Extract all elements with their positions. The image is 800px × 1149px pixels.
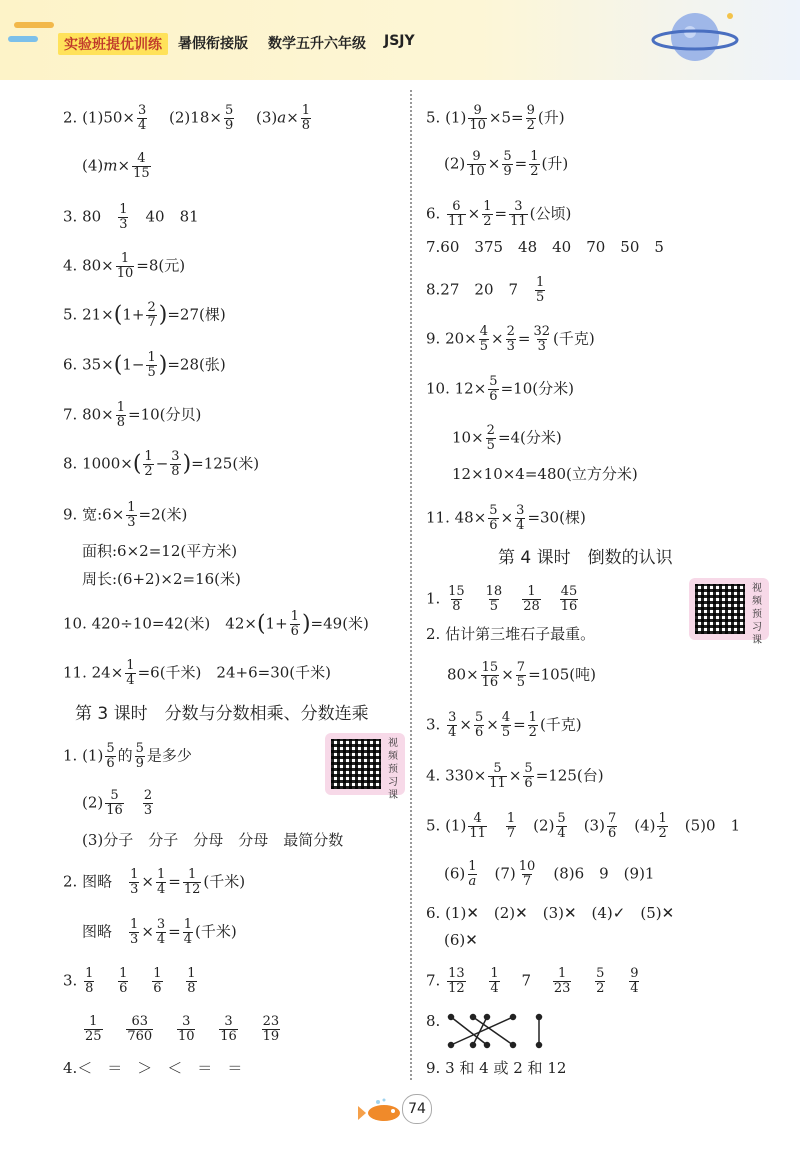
answer-r7: 7.60 375 48 40 70 50 5 bbox=[426, 238, 664, 256]
video-qr-code[interactable] bbox=[689, 578, 769, 646]
goldfish-illustration bbox=[358, 1098, 408, 1124]
answer-9: 9. 宽:6× $\frac{1}{3}$ =2(米) bbox=[63, 500, 188, 530]
answer-r6: 6. $\frac{6}{11}$ × $\frac{1}{2}$ = $\frac{3}{11}$ (公顷) bbox=[426, 199, 572, 229]
lesson3-answer-3: 3. $\frac{1}{8}$ $\frac{1}{6}$ $\frac{1}{6}$ $\frac{1}{8}$ bbox=[63, 966, 196, 996]
lesson4-answer-2: 2. 估计第三堆石子最重。 bbox=[426, 625, 596, 643]
qr-code-image bbox=[331, 739, 381, 789]
lesson4-answer-5b: (6) $\frac{1}{a}$ (7) $\frac{10}{7}$ (8)6 9 (9)1 bbox=[444, 859, 655, 889]
lesson3-answer-1-3: (3)分子 分子 分母 分母 最简分数 bbox=[82, 831, 344, 849]
answer-10: 10. 420÷10=42(米) 42×(1+ $\frac{1}{6}$ )=49(米) bbox=[63, 609, 369, 639]
header-decoration bbox=[8, 36, 38, 42]
grade-title: 数学五升六年级 bbox=[268, 36, 366, 52]
answer-7: 7. 80× $\frac{1}{8}$ =10(分贝) bbox=[63, 400, 202, 430]
answer-r10: 10. 12× $\frac{5}{6}$ =10(分米) bbox=[426, 374, 574, 404]
lesson3-answer-3b: $\frac{1}{25}$ $\frac{63}{760}$ $\frac{3}{10}$ $\frac{3}{16}$ $\frac{23}{19}$ bbox=[85, 1014, 280, 1044]
answer-r8: 8.27 20 7 $\frac{1}{5}$ bbox=[426, 275, 545, 305]
video-qr-code[interactable] bbox=[325, 733, 405, 801]
edition-subtitle: 暑假衔接版 bbox=[178, 36, 248, 52]
planet-illustration bbox=[650, 4, 740, 70]
qr-label: 视 频 预 习 课 bbox=[752, 583, 762, 646]
lesson3-answer-4: 4.＜ ＝ ＞ ＜ ＝ ＝ bbox=[63, 1059, 243, 1077]
answer-r10-c: 12×10×4=480(立方分米) bbox=[452, 465, 638, 483]
lesson3-answer-2: 2. 图略 $\frac{1}{3}$ × $\frac{1}{4}$ = $\frac{1}{12}$ (千米) bbox=[63, 867, 246, 897]
answer-2-4: (4)m× $\frac{4}{15}$ bbox=[82, 151, 150, 181]
lesson4-answer-1: 1. $\frac{15}{8}$ $\frac{18}{5}$ $\frac{1}{28}$ $\frac{45}{16}$ bbox=[426, 584, 578, 614]
lesson3-answer-2b: 图略 $\frac{1}{3}$ × $\frac{3}{4}$ = $\frac{1}{4}$ (千米) bbox=[82, 917, 237, 947]
lesson4-answer-6b: (6)✕ bbox=[444, 931, 478, 949]
lesson4-answer-3: 3. $\frac{3}{4}$ × $\frac{5}{6}$ × $\frac{4}{5}$ = $\frac{1}{2}$ (千克) bbox=[426, 710, 582, 740]
answer-r9: 9. 20× $\frac{4}{5}$ × $\frac{2}{3}$ = $\frac{32}{3}$ (千克) bbox=[426, 324, 595, 354]
page-header bbox=[0, 0, 800, 80]
lesson4-answer-5: 5. (1) $\frac{4}{11}$ $\frac{1}{7}$ (2) $\frac{5}{4}$ (3) $\frac{7}{6}$ (4) $\frac{1}{2}$ (5)0 1 bbox=[426, 811, 741, 841]
answer-8: 8. 1000×( $\frac{1}{2}$ − $\frac{3}{8}$ )=125(米) bbox=[63, 449, 260, 479]
lesson3-answer-1-2: (2) $\frac{5}{16}$ $\frac{2}{3}$ bbox=[82, 788, 153, 818]
edition-code: JSJY bbox=[384, 33, 415, 49]
answer-3: 3. 80 $\frac{1}{3}$ 40 81 bbox=[63, 202, 199, 232]
answer-r5-2: (2) $\frac{9}{10}$ × $\frac{5}{9}$ = $\frac{1}{2}$ (升) bbox=[444, 149, 569, 179]
answer-r5: 5. (1) $\frac{9}{10}$ ×5= $\frac{9}{2}$ (升) bbox=[426, 103, 565, 133]
matching-diagram bbox=[443, 1013, 553, 1049]
answer-9-area: 面积:6×2=12(平方米) bbox=[82, 542, 238, 560]
answer-2: 2. (1)50× $\frac{3}{4}$ (2)18× $\frac{5}{9}$ (3)a× $\frac{1}{8}$ bbox=[63, 103, 311, 133]
answer-r10-b: 10× $\frac{2}{5}$ =4(分米) bbox=[452, 423, 562, 453]
answer-4: 4. 80× $\frac{1}{10}$ =8(元) bbox=[63, 251, 186, 281]
header-decoration bbox=[14, 22, 54, 28]
lesson4-answer-2b: 80× $\frac{15}{16}$ × $\frac{7}{5}$ =105(吨) bbox=[447, 660, 596, 690]
answer-5: 5. 21×(1+ $\frac{2}{7}$ )=27(棵) bbox=[63, 300, 226, 330]
answer-r11: 11. 48× $\frac{5}{6}$ × $\frac{3}{4}$ =30(棵) bbox=[426, 503, 586, 533]
lesson4-answer-7: 7. $\frac{13}{12}$ $\frac{1}{4}$ 7 $\frac{1}{23}$ $\frac{5}{2}$ $\frac{9}{4}$ bbox=[426, 966, 639, 996]
lesson4-answer-6: 6. (1)✕ (2)✕ (3)✕ (4)✓ (5)✕ bbox=[426, 904, 675, 922]
page-number: 74 bbox=[402, 1094, 432, 1124]
qr-label: 视 频 预 习 课 bbox=[388, 738, 398, 801]
lesson4-answer-9: 9. 3 和 4 或 2 和 12 bbox=[426, 1059, 567, 1077]
lesson4-answer-4: 4. 330× $\frac{5}{11}$ × $\frac{5}{6}$ =125(台) bbox=[426, 761, 604, 791]
answer-11: 11. 24× $\frac{1}{4}$ =6(千米) 24+6=30(千米) bbox=[63, 658, 331, 688]
answer-9-perimeter: 周长:(6+2)×2=16(米) bbox=[82, 570, 241, 588]
lesson3-answer-1: 1. (1) $\frac{5}{6}$ 的 $\frac{5}{9}$ 是多少 bbox=[63, 741, 192, 771]
section-title-lesson-3: 第 3 课时 分数与分数相乘、分数连乘 bbox=[75, 704, 369, 724]
answer-6: 6. 35×(1− $\frac{1}{5}$ )=28(张) bbox=[63, 350, 226, 380]
column-divider bbox=[410, 90, 412, 1080]
lesson4-answer-8: 8. bbox=[426, 1012, 441, 1030]
series-badge: 实验班提优训练 bbox=[58, 33, 168, 55]
section-title-lesson-4: 第 4 课时 倒数的认识 bbox=[498, 548, 673, 568]
qr-code-image bbox=[695, 584, 745, 634]
